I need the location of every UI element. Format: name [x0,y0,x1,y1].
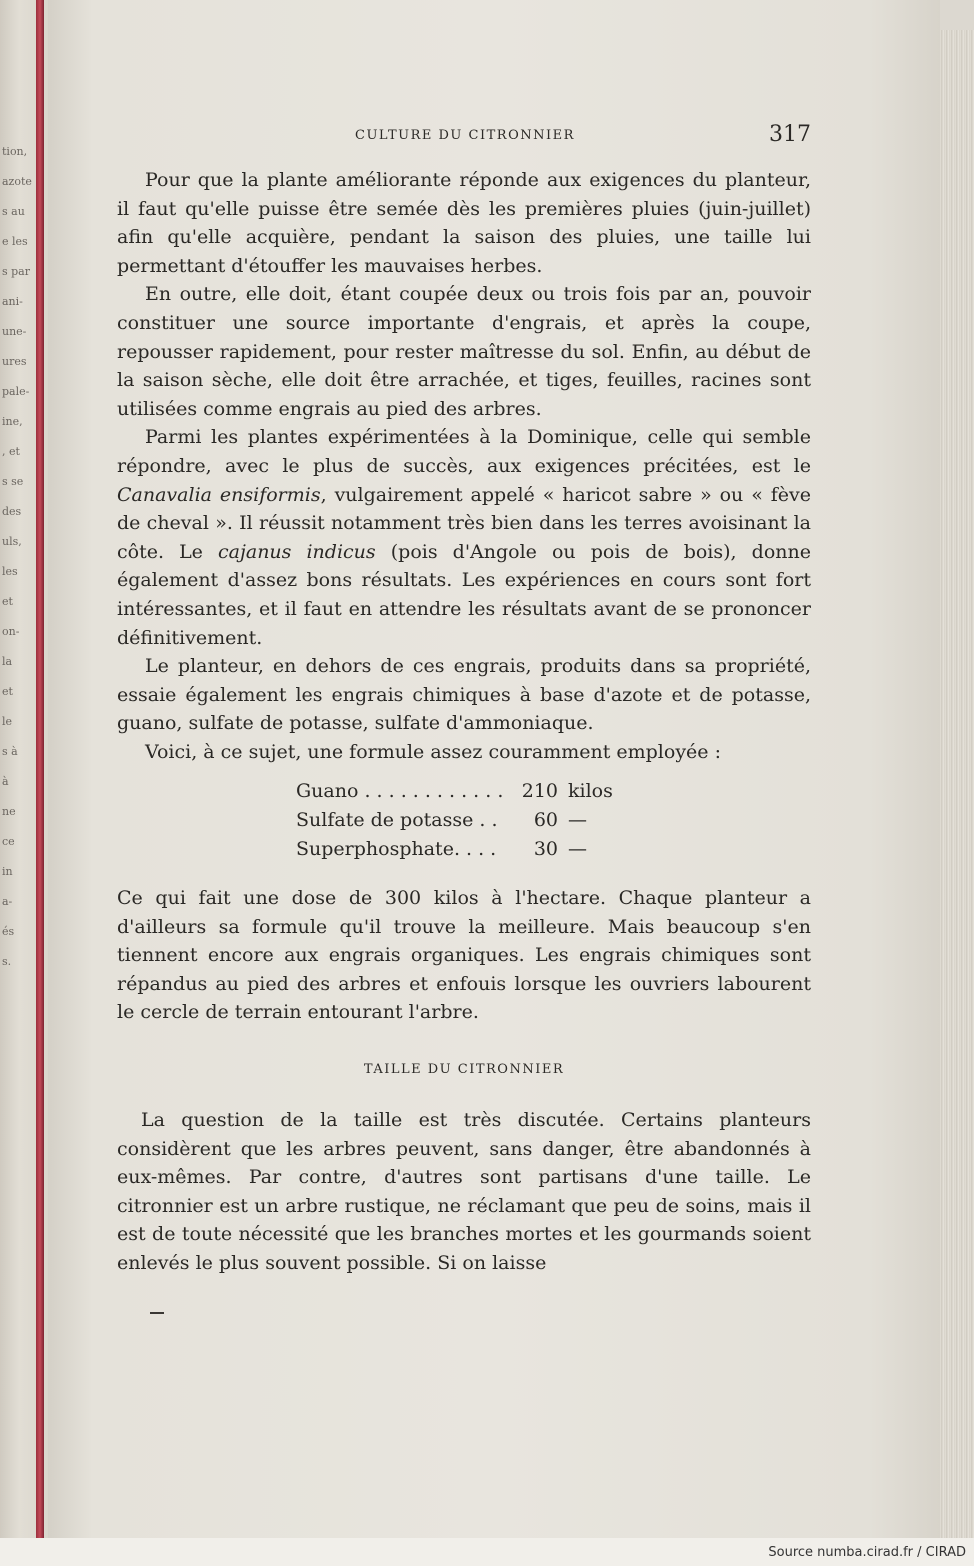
facing-page-fragment: e les [2,235,28,248]
facing-page-fragment: uls, [2,535,22,548]
page-number: 317 [769,122,811,147]
facing-page-fragment: et [2,685,13,698]
facing-page-fragment: on- [2,625,20,638]
section-title: TAILLE DU CITRONNIER [363,1062,565,1077]
fertilizer-formula [296,780,676,867]
facing-page-fragment: tion, [2,145,28,158]
formula-row: Guano . . . . . . . . . . . . 210 kilos [296,780,613,802]
book-spine [36,0,44,1538]
formula-row: Superphosphate. . . . 30 — [296,838,587,860]
paragraph: En outre, elle doit, étant coupée deux ou trois fois par an, pouvoir constituer une source importante d'engrais, et après la coupe, repousser rapidement, pour rester maîtresse du sol. Enfin, au début de la saison sèche, elle doit être arrachée, et tiges, feuilles, racines sont utilisées comme engrais au pied des arbres. [117,283,811,420]
facing-page-fragment: à [2,775,9,788]
facing-page-fragment: s à [2,745,18,758]
facing-page-fragment: une- [2,325,27,338]
facing-page-fragment: s par [2,265,30,278]
facing-page-fragment: pale- [2,385,30,398]
facing-page-fragment: in [2,865,13,878]
italic-species: cajanus indicus [218,540,376,563]
facing-page-fragment: s se [2,475,24,488]
facing-page-fragment: et [2,595,13,608]
facing-page-fragment: le [2,715,13,728]
paragraph: Ce qui fait une dose de 300 kilos à l'hectare. Chaque planteur a d'ailleurs sa formule qu'il trouve la meilleure. Mais beaucoup s'en tiennent encore aux engrais organiques. Les engrais chimiques sont répandus au pied des arbres et enfouis lorsque les ouvriers labourent le cercle de terrain entourant l'arbre. [117,887,811,1024]
paragraph: Voici, à ce sujet, une formule assez couramment employée : [145,740,721,763]
page-header [115,120,815,150]
running-title: CULTURE DU CITRONNIER [355,128,575,143]
facing-page-fragment: s. [2,955,12,968]
italic-species: Canavalia ensiformis [117,483,321,506]
facing-page-fragment: ne [2,805,16,818]
paragraph: Le planteur, en dehors de ces engrais, produits dans sa propriété, essaie également les engrais chimiques à base d'azote et de potasse, guano, sulfate de potasse, sulfate d'ammoniaque. [117,655,811,735]
facing-page-fragment: ani- [2,295,23,308]
body-text-middle [117,884,811,1027]
facing-page-fragment: , et [2,445,20,458]
facing-page-fragment: és [2,925,15,938]
facing-page-fragment: azote [2,175,32,188]
facing-page-fragment: ures [2,355,27,368]
paragraph: La question de la taille est très discutée. Certains planteurs considèrent que les arbres peuvent, sans danger, être abandonnés à eux-mêmes. Par contre, d'autres sont partisans d'une taille. Le citronnier est un arbre rustique, ne réclamant que peu de soins, mais il est de toute nécessité que les branches mortes et les gourmands soient enlevés le plus souvent possible. Si on laisse [117,1109,811,1274]
paragraph: Parmi les plantes expérimentées à la Dominique, celle qui semble répondre, avec le plus de succès, aux exigences précitées, est le Canavalia ensiformis, vulgairement appelé « haricot sabre » ou « fève de cheval ». Il réussit notamment très bien dans les terres avoisinant la côte. Le cajanus indicus (pois d'Angole ou pois de bois), donne également d'assez bons résultats. Les expériences en cours sont fort intéressantes, et il faut en attendre les résultats avant de se prononcer définitivement. [117,426,812,649]
paragraph: Pour que la plante améliorante réponde aux exigences du planteur, il faut qu'elle puisse être semée dès les premières pluies (juin-juillet) afin qu'elle acquière, pendant la saison des pluies, une taille lui permettant d'étouffer les mauvaises herbes. [117,169,811,277]
page-edges [940,30,974,1538]
facing-page-fragment: s au [2,205,25,218]
body-text-upper [117,166,811,766]
page-mark [150,1312,164,1314]
facing-page-fragment: la [2,655,13,668]
facing-page-fragment: ce [2,835,15,848]
facing-page-fragment: ine, [2,415,23,428]
facing-page-fragment: a- [2,895,13,908]
body-text-lower [117,1106,811,1278]
facing-page-fragment: les [2,565,18,578]
source-credit: Source numba.cirad.fr / CIRAD [768,1545,966,1560]
facing-page-fragment: des [2,505,22,518]
formula-row: Sulfate de potasse . . 60 — [296,809,587,831]
